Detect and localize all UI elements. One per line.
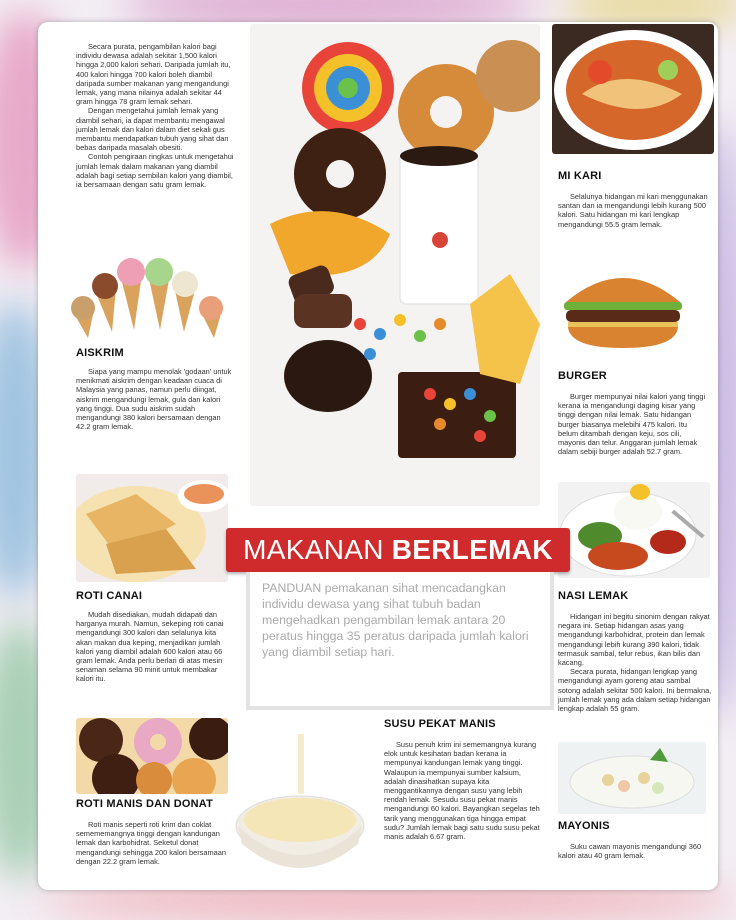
nasi-lemak-text: Hidangan ini begitu sinonim dengan rakyat negara ini. Setiap hidangan asas yang mengandungi karbohidrat, protein dan lemak mengandungi lebih kurang 390 kalori, tidak termasuk sambal, telur rebus, ikan bilis dan kacang. Secara purata, hidangan lengkap yang mengandungi ayam goreng atau sambal sotong adalah sekitar 500 kalori. Ini bermakna, jumlah lemak yang ada dalam setiap hidangan lengkap adalah 55 gram. <box>558 612 712 714</box>
roti-manis-text: Roti manis seperti roti krim dan coklat semememangnya tinggi dengan kandungan lemak dan karbohidrat. Seketul donat mengandungi sehingga 200 kalori bersamaan dengan 22.2 gram lemak. <box>76 820 226 866</box>
article-page <box>38 22 718 890</box>
mayonis-heading: MAYONIS <box>558 820 610 832</box>
susu-text: Susu penuh krim ini sememangnya kurang elok untuk kesihatan badan kerana ia mempunyai kandungan lemak yang tinggi. Walaupun ia mempunyai sumber kalsium, adalah dinasihatkan supaya kita menggantikannya dengan susu yang lebih rendah lemak. Sesudu susu pekat manis mengandungi 60 kalori. Bayangkan segelas teh tarik yang menggunakan tiga hingga empat sudu? Jumlah lemak bagi satu sudu susu pekat manis adalah 6.67 gram. <box>384 740 540 842</box>
title-bold: BERLEMAK <box>391 534 553 565</box>
junk-food-collage <box>250 24 540 506</box>
roti-canai-image <box>76 474 228 582</box>
mi-kari-heading: MI KARI <box>558 170 602 182</box>
mi-kari-image <box>552 24 714 154</box>
article-title <box>226 528 570 572</box>
intro-paragraph: Contoh pengiraan ringkas untuk mengetahui jumlah lemak dalam makanan yang diambil adalah bagi setiap sembilan kalori yang diambil, ia bersamaan dengan satu gram lemak. <box>76 152 234 190</box>
mi-kari-text: Selalunya hidangan mi kari menggunakan santan dan ia mengandungi lebih kurang 500 kalori. Satu hidangan mi kari lengkap mengandungi 55.5 gram lemak. <box>558 192 708 229</box>
roti-manis-heading: ROTI MANIS DAN DONAT <box>76 798 214 810</box>
mayonis-text: Suku cawan mayonis mengandungi 360 kalori atau 40 gram lemak. <box>558 842 702 861</box>
burger-heading: BURGER <box>558 370 607 382</box>
pullquote-box <box>246 572 554 710</box>
condensed-milk-image <box>234 734 374 874</box>
burger-image <box>558 262 688 354</box>
roti-canai-heading: ROTI CANAI <box>76 590 143 602</box>
roti-canai-text: Mudah disediakan, mudah didapati dan harganya murah. Namun, sekeping roti canai mengandungi 300 kalori dan selalunya kita akan makan dua keping, menjadikan jumlah kalori yang diambil adalah 600 kalori atau 66 gram lemak. Anda perlu berlari di atas mesin senaman selama 90 minit untuk membakar kalori itu. <box>76 610 224 684</box>
donut-image <box>76 718 228 794</box>
ice-cream-image <box>68 250 233 340</box>
aiskrim-heading: AISKRIM <box>76 347 124 359</box>
intro-text <box>76 42 234 189</box>
pullquote-text: PANDUAN pemakanan sihat mencadangkan individu dewasa yang sihat tubuh badan mengehadkan pengambilan lemak antara 20 peratus hingga 35 peratus daripada jumlah kalori yang diambil setiap hari. <box>262 581 529 659</box>
nasi-lemak-image <box>558 482 710 578</box>
aiskrim-text: Siapa yang mampu menolak 'godaan' untuk menikmati aiskrim dengan keadaan cuaca di Malaysia yang panas, namun perlu diingat, aiskrim mengandungi lemak, gula dan kalori yang tinggi. Dua sudu aiskrim sudah mengandungi 380 kalori bersamaan dengan 42.2 gram lemak. <box>76 367 232 432</box>
intro-paragraph: Dengan mengetahui jumlah lemak yang diambil sehari, ia dapat membantu mengawal jumlah lemak dan kalori dalam diet sekali gus membantu mendapatkan tubuh yang sihat dan bebas daripada masalah obesiti. <box>76 106 229 153</box>
title-light: MAKANAN <box>243 534 384 565</box>
burger-text: Burger mempunyai nilai kalori yang tinggi kerana ia mengandungi daging kisar yang tinggi dengan nilai lemak. Satu hidangan burger biasanya melebihi 475 kalori. Itu belum ditambah dengan keju, sos cili, mayonis dan telur. Anggaran jumlah lemak dalam sebiji burger adalah 52.7 gram. <box>558 392 706 457</box>
mayonis-image <box>558 742 706 814</box>
susu-heading: SUSU PEKAT MANIS <box>384 718 496 730</box>
nasi-lemak-heading: NASI LEMAK <box>558 590 629 602</box>
intro-paragraph: Secara purata, pengambilan kalori bagi individu dewasa adalah sekitar 1,500 kalori hingga 2,000 kalori sehari. Daripada jumlah itu, 400 kalori hingga 700 kalori boleh diambil daripada sumber makanan yang mengandungi lemak, yang mana nilainya adalah sekitar 44 gram hingga 78 gram lemak sehari. <box>76 42 231 107</box>
